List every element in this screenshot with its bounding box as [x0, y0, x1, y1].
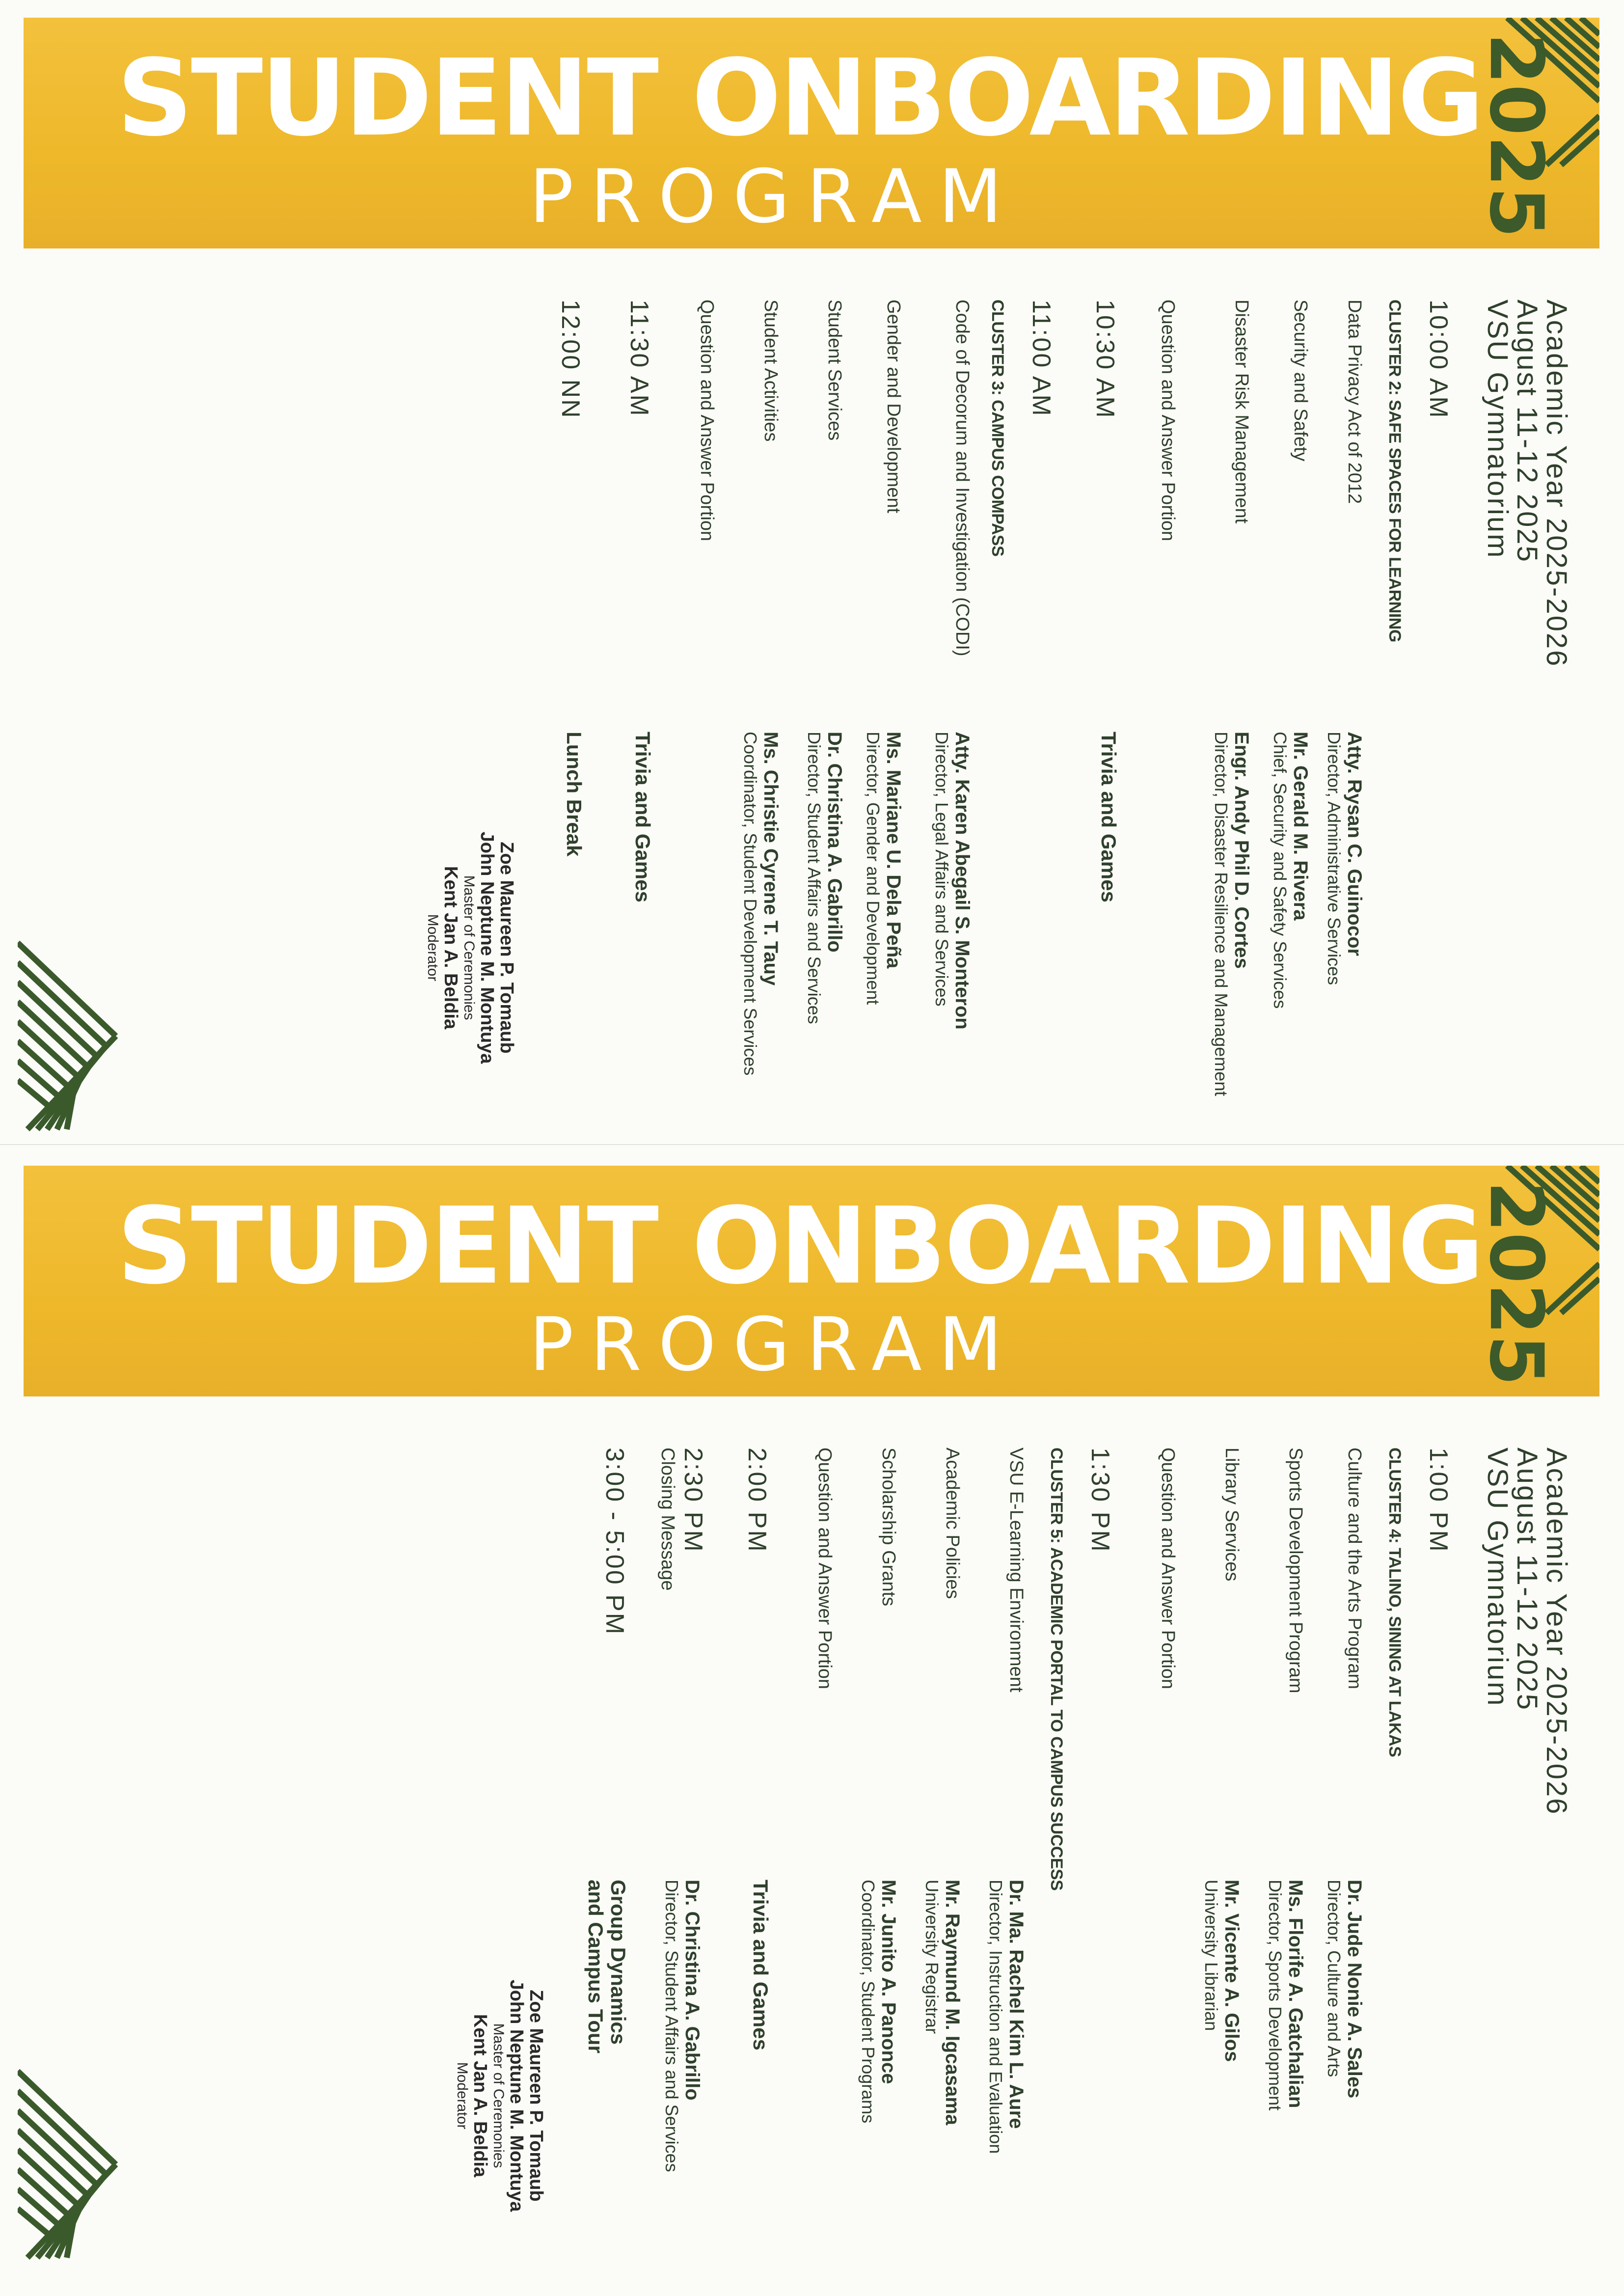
topic: Student Activities [760, 300, 781, 442]
schedule-item [1306, 1428, 1365, 2253]
event-dates: August 11-12 2025 [1511, 300, 1543, 563]
speaker-name: Mr. Junito A. Panonce [878, 1880, 899, 2084]
schedule-item [1115, 1428, 1179, 2253]
topic: Security and Safety [1290, 300, 1311, 462]
emcee-role: Master of Ceremonies [490, 2023, 507, 2168]
emcee-role: Master of Ceremonies [461, 875, 477, 1020]
banner-year: 2025 [1473, 1181, 1559, 1386]
speaker-name: Atty. Rysan C. Guinocor [1344, 732, 1365, 957]
speaker-role: Director, Student Affairs and Services [662, 1880, 682, 2172]
speaker-role: Coordinator, Student Programs [858, 1880, 878, 2124]
topic: Code of Decorum and Investigation (CODI) [952, 300, 973, 656]
activity: Trivia and Games [631, 732, 654, 902]
speaker-role: Chief, Security and Safety Services [1270, 732, 1290, 1009]
schedule-item [904, 280, 973, 1105]
emcee-name: Zoe Maureen P. Tomaub [526, 1990, 546, 2202]
schedule-item [654, 280, 718, 1105]
schedule-item [899, 1428, 963, 2253]
schedule-item [772, 1428, 836, 2253]
program-banner [24, 18, 1599, 248]
speaker-role: Director, Student Affairs and Services [804, 732, 824, 1024]
schedule-item [845, 280, 904, 1105]
corner-pattern-icon [1473, 18, 1599, 248]
topic: Question and Answer Portion [1158, 300, 1178, 542]
schedule-item [836, 1428, 899, 2253]
speaker-name: Dr. Jude Nonie A. Sales [1344, 1880, 1365, 2099]
topic: Question and Answer Portion [1158, 1448, 1178, 1690]
schedule-item [1252, 280, 1311, 1105]
program-panel-day2 [0, 1148, 1624, 2296]
program-banner [24, 1166, 1599, 1396]
topic: Library Services [1221, 1448, 1242, 1582]
emcee-name: Zoe Maureen P. Tomaub [496, 842, 517, 1054]
topic: Student Services [824, 300, 845, 441]
credits [399, 280, 516, 1105]
speaker-name: Engr. Andy Phil D. Cortes [1231, 732, 1252, 969]
time-slot: 11:00 AM [1027, 300, 1056, 417]
speaker-role: Director, Sports Development [1265, 1880, 1285, 2111]
topic: Question and Answer Portion [814, 1448, 835, 1690]
speaker-role: University Registrar [922, 1880, 942, 2034]
time-slot: 2:30 PM Closing Message Dr. Christina A. Gabrillo Director, Student Affairs and Services [629, 1428, 708, 2253]
topic: Closing Message [657, 1448, 678, 1591]
time-slot: 3:00 - 5:00 PM Group Dynamics and Campus Tour [546, 1428, 629, 2253]
academic-year: Academic Year 2025-2026 [1541, 300, 1572, 668]
moderator-role: Moderator [425, 914, 441, 982]
speaker-name: Mr. Raymund M. Igcasama [942, 1880, 963, 2126]
event-venue: VSU Gymnatorium [1482, 300, 1514, 559]
schedule-item [1311, 280, 1365, 1105]
event-dates: August 11-12 2025 [1511, 1448, 1543, 1711]
activity: Group Dynamics and Campus Tour [584, 1880, 630, 2053]
cluster-heading: CLUSTER 2: SAFE SPACES FOR LEARNING [1385, 300, 1404, 642]
speaker-name: Ms. Mariane U. Dela Peña [883, 732, 904, 969]
event-venue: VSU Gymnatorium [1482, 1448, 1514, 1707]
academic-year: Academic Year 2025-2026 [1541, 1448, 1572, 1816]
event-info [1483, 300, 1571, 1105]
banner-subtitle: PROGRAM [529, 1302, 1019, 1388]
speaker-name: Mr. Gerald M. Rivera [1290, 732, 1311, 921]
activity: Lunch Break [563, 732, 586, 857]
speaker-role: Coordinator, Student Development Services [740, 732, 760, 1076]
speaker-role: University Librarian [1201, 1880, 1221, 2031]
speaker-role: Director, Culture and Arts [1324, 1880, 1344, 2077]
topic: Culture and the Arts Program [1344, 1448, 1365, 1690]
topic: Gender and Development [883, 300, 904, 514]
fold-line [0, 1144, 1624, 1145]
banner-subtitle: PROGRAM [529, 154, 1019, 240]
event-info [1483, 1448, 1571, 2253]
emcee-name: John Neptune M. Montuya [477, 831, 497, 1064]
schedule-item [1120, 280, 1179, 1105]
emcee-name: John Neptune M. Montuya [506, 1979, 527, 2212]
cluster-heading: CLUSTER 5: ACADEMIC PORTAL TO CAMPUS SUCCESS [1047, 1448, 1066, 1891]
activity: Trivia and Games [1097, 732, 1120, 902]
topic: Disaster Risk Management [1231, 300, 1252, 524]
topic: Question and Answer Portion [697, 300, 717, 542]
topic: VSU E-Learning Environment [1006, 1448, 1027, 1693]
speaker-role: Director, Administrative Services [1324, 732, 1344, 985]
time-slot: 2:00 PM Trivia and Games [708, 1428, 772, 2253]
schedule-item [718, 280, 782, 1105]
corner-pattern-icon [18, 2051, 126, 2263]
speaker-name: Atty. Karen Abegail S. Monteron [951, 732, 973, 1030]
schedule-item [1243, 1428, 1306, 2253]
speaker-name: Dr. Christina A. Gabrillo [824, 732, 845, 953]
speaker-role: Director, Gender and Development [863, 732, 883, 1005]
corner-pattern-icon [1473, 1166, 1599, 1396]
activity: Trivia and Games [749, 1880, 772, 2050]
speaker-name: Ms. Christie Cyrene T. Tauy [760, 732, 782, 986]
moderator-name: Kent Jan A. Beldia [470, 2014, 490, 2178]
schedule-item [963, 1428, 1027, 2253]
banner-title: STUDENT ONBOARDING [117, 36, 1483, 160]
schedule-item [1179, 1428, 1243, 2253]
moderator-role: Moderator [454, 2062, 470, 2130]
speaker-role: Director, Instruction and Evaluation [986, 1880, 1006, 2154]
corner-pattern-icon [18, 923, 126, 1134]
credits [428, 1428, 546, 2253]
moderator-name: Kent Jan A. Beldia [440, 866, 461, 1030]
time-slot: 12:00 NN Lunch Break [516, 280, 585, 1105]
speaker-name: Ms. Florife A. Gatchalian [1285, 1880, 1306, 2108]
banner-title: STUDENT ONBOARDING [117, 1184, 1483, 1308]
topic: Data Privacy Act of 2012 [1344, 300, 1365, 504]
time-slot: 1:00 PM [1424, 1448, 1453, 1553]
time-slot: 10:00 AM [1424, 300, 1453, 419]
speaker-role: Director, Disaster Resilience and Management [1211, 732, 1231, 1096]
time-slot: 11:30 AM Trivia and Games [585, 280, 654, 1105]
schedule-block [108, 280, 1581, 1105]
schedule-item [782, 280, 845, 1105]
speaker-role: Director, Legal Affairs and Services [932, 732, 952, 1007]
time-slot: 1:30 PM [1086, 1448, 1114, 1553]
topic: Scholarship Grants [878, 1448, 899, 1607]
speaker-name: Dr. Ma. Rachel Kim L. Aure [1005, 1880, 1027, 2129]
schedule-item [1179, 280, 1252, 1105]
cluster-heading: CLUSTER 3: CAMPUS COMPASS [988, 300, 1007, 557]
time-slot: 10:30 AM Trivia and Games [1056, 280, 1120, 1105]
schedule-block [108, 1428, 1581, 2253]
speaker-name: Mr. Vicente A. Gilos [1221, 1880, 1243, 2062]
topic: Sports Development Program [1285, 1448, 1306, 1694]
cluster-heading: CLUSTER 4: TALINO, SINING AT LAKAS [1385, 1448, 1404, 1757]
speaker-name: Dr. Christina A. Gabrillo [681, 1880, 703, 2101]
banner-year: 2025 [1473, 33, 1559, 238]
topic: Academic Policies [942, 1448, 963, 1599]
